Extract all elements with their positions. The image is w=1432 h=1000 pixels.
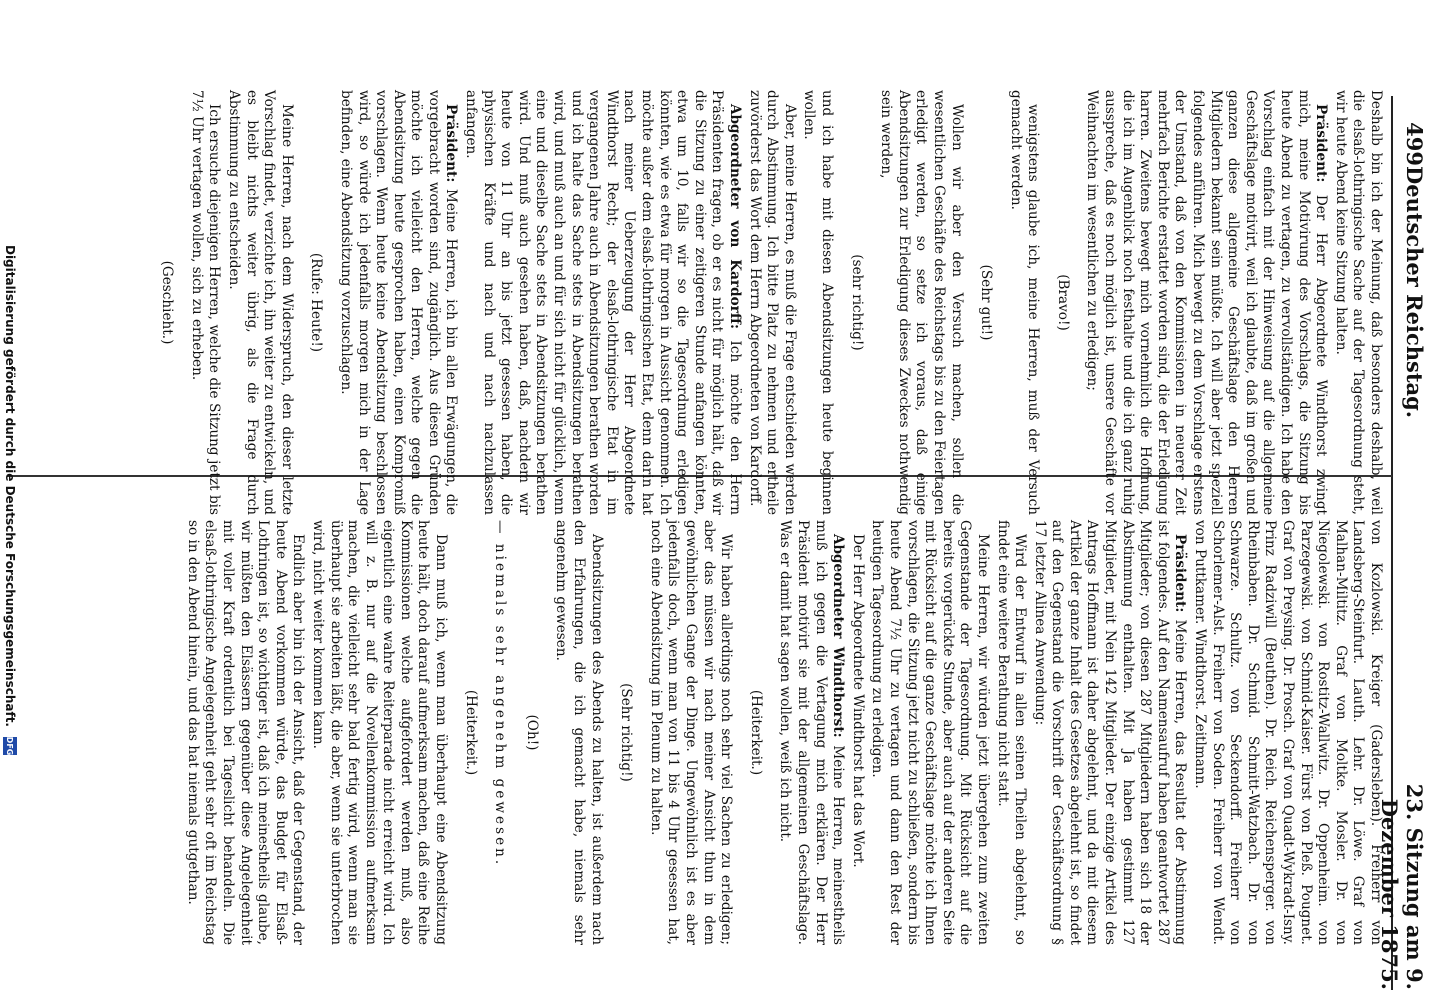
paragraph-text: Meine Herren, nach dem Widerspruch, den dieser letzte Vorschlag findet, verzichte ich, ihn weiter zu entwickeln, und es bleibt nichts weiter übrig, als die Frage durch Abstimmung zu entscheiden.: [225, 90, 295, 515]
paragraph-text: Deshalb bin ich der Meinung, daß besonders deshalb, weil die elsaß-lothringische Sache auf der Tagesordnung steht, wir heute Abend keine Sitzung halten.: [1332, 90, 1384, 515]
publication-title: Deutscher Reichstag.: [1402, 166, 1427, 419]
paragraph-text: Aber, meine Herren, es muß die Frage entschieden werden durch Abstimmung. Ich bitte Platz zu nehmen und ertheile zuvörderst das Wort dem Herrn Abgeordneten von Kardorff.: [746, 90, 798, 515]
paragraph-text: von Kozlowski. Kreiger (Gadersleben). Freiherr von Landsberg-Steinfurt. Lauth. Lehr. Dr. Löwe. Graf von Malhan-Miltitz. Graf von Moltke. Mosler. Dr. von Niegolewski. von Rostitz-Wallwitz. Dr. Oppenheim. von Parzegewski. von Schmid-Kaiser. Fürst von Pleß. Pougnet. Graf von Preysing. Dr. Prosch. Graf von Quadt-Wykradt-Isny. Prinz Radziwill (Beuthen). Dr. Reich. Reichensperger. von Rheinbaben. Dr. Schmid. Schmitt-Watzbach. Dr. von Schwarze. Schultz. von Seckendorff. Freiherr von Schorlemer-Alst. Freiherr von Soden. Freiherr von Wendt. von Puttkamer. Windthorst. Zeitlmann.: [1192, 520, 1384, 945]
paragraph: [993, 520, 1028, 945]
interjection: [847, 90, 865, 515]
paragraph-text: Meine Herren, ich bin allen Erwägungen, die vorgebracht worden sind, zugänglich. Aus diesen Gründen möchte ich vielleicht den Herren, welche gegen die Abendsitzung heute gesprochen haben, einen Kompromiß vorschlagen. Wenn heute keine Abendsitzung beschlossen wird, so würde ich jedenfalls morgen mich in der Lage befinden, eine Abendsitzung vorzuschlagen.: [337, 90, 460, 515]
digitization-footer: [0, 0, 20, 1000]
paragraph-text: (Heiterkeit.): [747, 689, 764, 776]
credit-line: Digitalisierung gefördert durch die Deutsche Forschungsgemeinschaft.: [3, 244, 17, 727]
interjection: [522, 520, 540, 945]
column-right: [146, 90, 1384, 515]
paragraph-text: Ich ersuche diejenigen Herren, welche die Sitzung jetzt bis 7½ Uhr vertagen wollen, sich zu erheben.: [188, 90, 223, 515]
interjection: [1053, 90, 1071, 515]
speaker-name: Präsident:: [1313, 104, 1330, 183]
session-date: 23. Sitzung am 9. Dezember 1875.: [1377, 783, 1427, 990]
paragraph-text: (Heiterkeit.): [462, 689, 479, 776]
paragraph: [187, 90, 222, 515]
paragraph: [552, 520, 605, 945]
interjection: [158, 90, 176, 515]
paragraph: [183, 520, 306, 945]
interjection: [307, 90, 325, 515]
paragraph-text: — niemals sehr angenehm gewesen.: [492, 520, 509, 868]
speaker-name: Präsident:: [1172, 534, 1189, 613]
paragraph-text: Dann muß ich, wenn man überhaupt eine Abendsitzung heute hält, doch darauf aufmerksam machen, daß eine Reihe Kommissionen welche aufgefordert werden muß, also eigentlich eine wahre Reiterparade nicht erreicht wird. Ich will z. B. nur auf die Novellenkommission aufmerksam machen, die vielleicht sehr bald fertig wird, wenn man sie überhaupt sie arbeiten läßt, die aber, wenn sie unterbrochen wird, nicht weiter kommen kann.: [309, 520, 450, 945]
speaker-name: Präsident:: [443, 104, 460, 183]
paragraph-text: Der Herr Abgeordnete Windthorst zwingt mich, meine Motivirung des Vorschlags, die Sitzung bis heute Abend zu vertagen, zu vervollständigen. Ich habe den Vorschlag einfach mit der Hinweisung auf die allgemeine Geschäftslage motivirt, weil ich glaubte, daß im großen und ganzen diese allgemeine Geschäftslage den Herren Mitgliedern bekannt sein müßte. Ich will aber jetzt speziell folgendes anführen. Mich bewegt zu dem Vorschlage erstens der Umstand, daß von den Kommissionen in neuerer Zeit mehrfach Berichte erstattet worden sind, die der Erledigung harren. Zweitens bewegt mich vornehmlich die Hoffnung, die ich im Augenblick noch festhalte und die ich ganz ruhig ausspreche, daß es noch möglich ist, unsere Geschäfte vor Weihnachten im wesentlichen zu erledigen;: [1084, 90, 1330, 515]
page-header: [1377, 96, 1427, 990]
column-left: [181, 520, 1384, 945]
interjection: [977, 90, 995, 515]
paragraph-text: Wir haben allerdings noch sehr viel Sachen zu erledigen; aber das müssen wir nach meiner Ansicht thun in dem gewöhnlichen Gange der Dinge. Ungewöhnlich ist es aber jedenfalls doch, wenn man von 11 bis 4 Uhr gesessen hat, noch eine Abendsitzung im Plenum zu halten.: [647, 520, 735, 945]
speech-paragraph: [776, 520, 846, 945]
paragraph-text: und ich habe mit diesen Abendsitzungen heute beginnen wollen.: [801, 90, 835, 515]
speech-paragraph: [1030, 520, 1188, 945]
speaker-name: Abgeordneter Windthorst:: [830, 534, 847, 738]
paragraph: [800, 90, 835, 515]
paragraph-text: (Sehr gut!): [978, 264, 995, 341]
paragraph-text: (Sehr richtig!): [618, 683, 635, 782]
paragraph-text: (sehr richtig!): [848, 254, 865, 351]
emphasized-line: [491, 520, 509, 945]
paragraph-text: (Rufe: Heute!): [308, 252, 325, 353]
speech-paragraph: [1083, 90, 1329, 515]
paragraph: [848, 520, 866, 945]
paragraph: [646, 520, 734, 945]
paragraph: [868, 520, 991, 945]
interjection: [461, 520, 479, 945]
paragraph-text: (Geschieht.): [159, 260, 176, 345]
paragraph-text: Wird der Entwurf in allen seinen Theilen abgelehnt, so findet eine weitere Berathung nicht statt.: [994, 520, 1029, 945]
paragraph-text: Endlich aber bin ich der Ansicht, daß der Gegenstand, der heute Abend vorkommen würde, das Budget für Elsaß-Lothringen ist, so wichtiger ist, daß ich meinestheils glaube, wir müßten den Elsässern gegenüber diese Angelegenheit mit voller Kraft ordentlich bei Tageslicht behandeln. Die elsaß-lothringische Angelegenheit geht sehr oft im Reichstag so in den Abend hinein, und das hat niemals gutgethan.: [184, 520, 307, 945]
paragraph-text: (Bravo!): [1054, 274, 1071, 331]
paragraph-text: Meine Herren, wir würden jetzt übergehen zum zweiten Gegenstande der Tagesordnung. Mit Rücksicht auf die bereits vorgerückte Stunde, aber auch auf der anderen Seite mit Rücksicht auf die ganze Geschäftslage möchte ich Ihnen vorschlagen, die Sitzung jetzt nicht zu schließen, sondern bis heute Abend 7½ Uhr zu vertagen und dann den Rest der heutigen Tagesordnung zu erledigen.: [869, 520, 991, 945]
dfg-logo-icon: DFG: [3, 737, 17, 755]
interjection: [617, 520, 635, 945]
paragraph: [224, 90, 294, 515]
speaker-name: Abgeordneter von Kardorff:: [727, 104, 743, 329]
speech-paragraph: [336, 90, 459, 515]
paragraph-text: (Oh!): [523, 714, 540, 751]
paragraph-text: Meine Herren, das Resultat der Abstimmung ist folgendes. Auf den Namensaufruf haben geantwortet 287 Mitglieder; von diesen 287 Mitgliedern haben sich 18 der Abstimmung enthalten. Mit Ja haben gestimmt 127 Mitglieder, mit Nein 142 Mitglieder. Der einzige Artikel des Antrags Hoffmann ist daher abgelehnt, und da mit diesem Artikel der ganze Inhalt des Gesetzes abgelehnt ist, so findet auf den Gegenstand die Vorschrift der Geschäftsordnung § 17 letzter Alinea Anwendung:: [1031, 520, 1189, 945]
paragraph-text: Meine Herren, meinestheils muß ich gegen die Vertagung mich erklären. Der Herr Präsident motivirt sie mit der allgemeinen Geschäftslage. Was er damit hat sagen wollen, weiß ich nicht.: [777, 520, 847, 945]
paragraph: [1331, 90, 1384, 515]
interjection: [746, 520, 764, 945]
paragraph-text: Ich möchte den Herrn Präsidenten fragen, ob er es nicht für möglich hält, daß wir die Sitzung zu einer zeitigeren Stunde anfangen könnten, etwa um 10, falls wir so die Tagesordnung erledigen könnten, wie es etwa für morgen in Aussicht genommen. Ich möchte außer dem elsaß-lothringischen Etat, denn darin hat nach meiner Ueberzeugung der Herr Abgeordnete Windthorst Recht; der elsaß-lothringische Etat in im vergangenen Jahre auch in Abendsitzungen berathen worden und ich halte das Sache stets in Abendsitzungen berathen wird, und muß auch an und für sich nicht für glücklich, wenn eine und dieselbe Sache stets in Abendsitzungen berathen wird. Und muß auch gesehen haben, daß, nachdem wir heute von 11 Uhr an bis jetzt gesessen haben, die physischen Kräfte und nach und nach nachzulassen anfangen.: [463, 90, 743, 515]
paragraph: [1006, 90, 1041, 515]
paragraph-text: Wollen wir aber den Versuch machen, sollen die wesentlichen Geschäfte des Reichstags bis zu den Feiertagen erledigt werden, so setze ich voraus, daß einige Abendsitzungen zur Erledigung dieses Zweckes nothwendig sein werden,: [878, 90, 965, 515]
page-number: 499: [1402, 122, 1427, 166]
paragraph: [877, 90, 965, 515]
paragraph-text: Abendsitzungen des Abends zu halten, ist außerdem nach den Erfahrungen, die ich gemacht habe, niemals sehr angenehm gewesen.: [553, 520, 605, 945]
paragraph-text: Der Herr Abgeordnete Windthorst hat das Wort.: [849, 534, 866, 868]
paragraph: [308, 520, 449, 945]
paragraph-text: wenigstens glaube ich, meine Herren, muß der Versuch gemacht werden.: [1007, 90, 1042, 515]
paragraph: [745, 90, 798, 515]
speech-paragraph: [462, 90, 744, 515]
paragraph: [1190, 520, 1384, 945]
